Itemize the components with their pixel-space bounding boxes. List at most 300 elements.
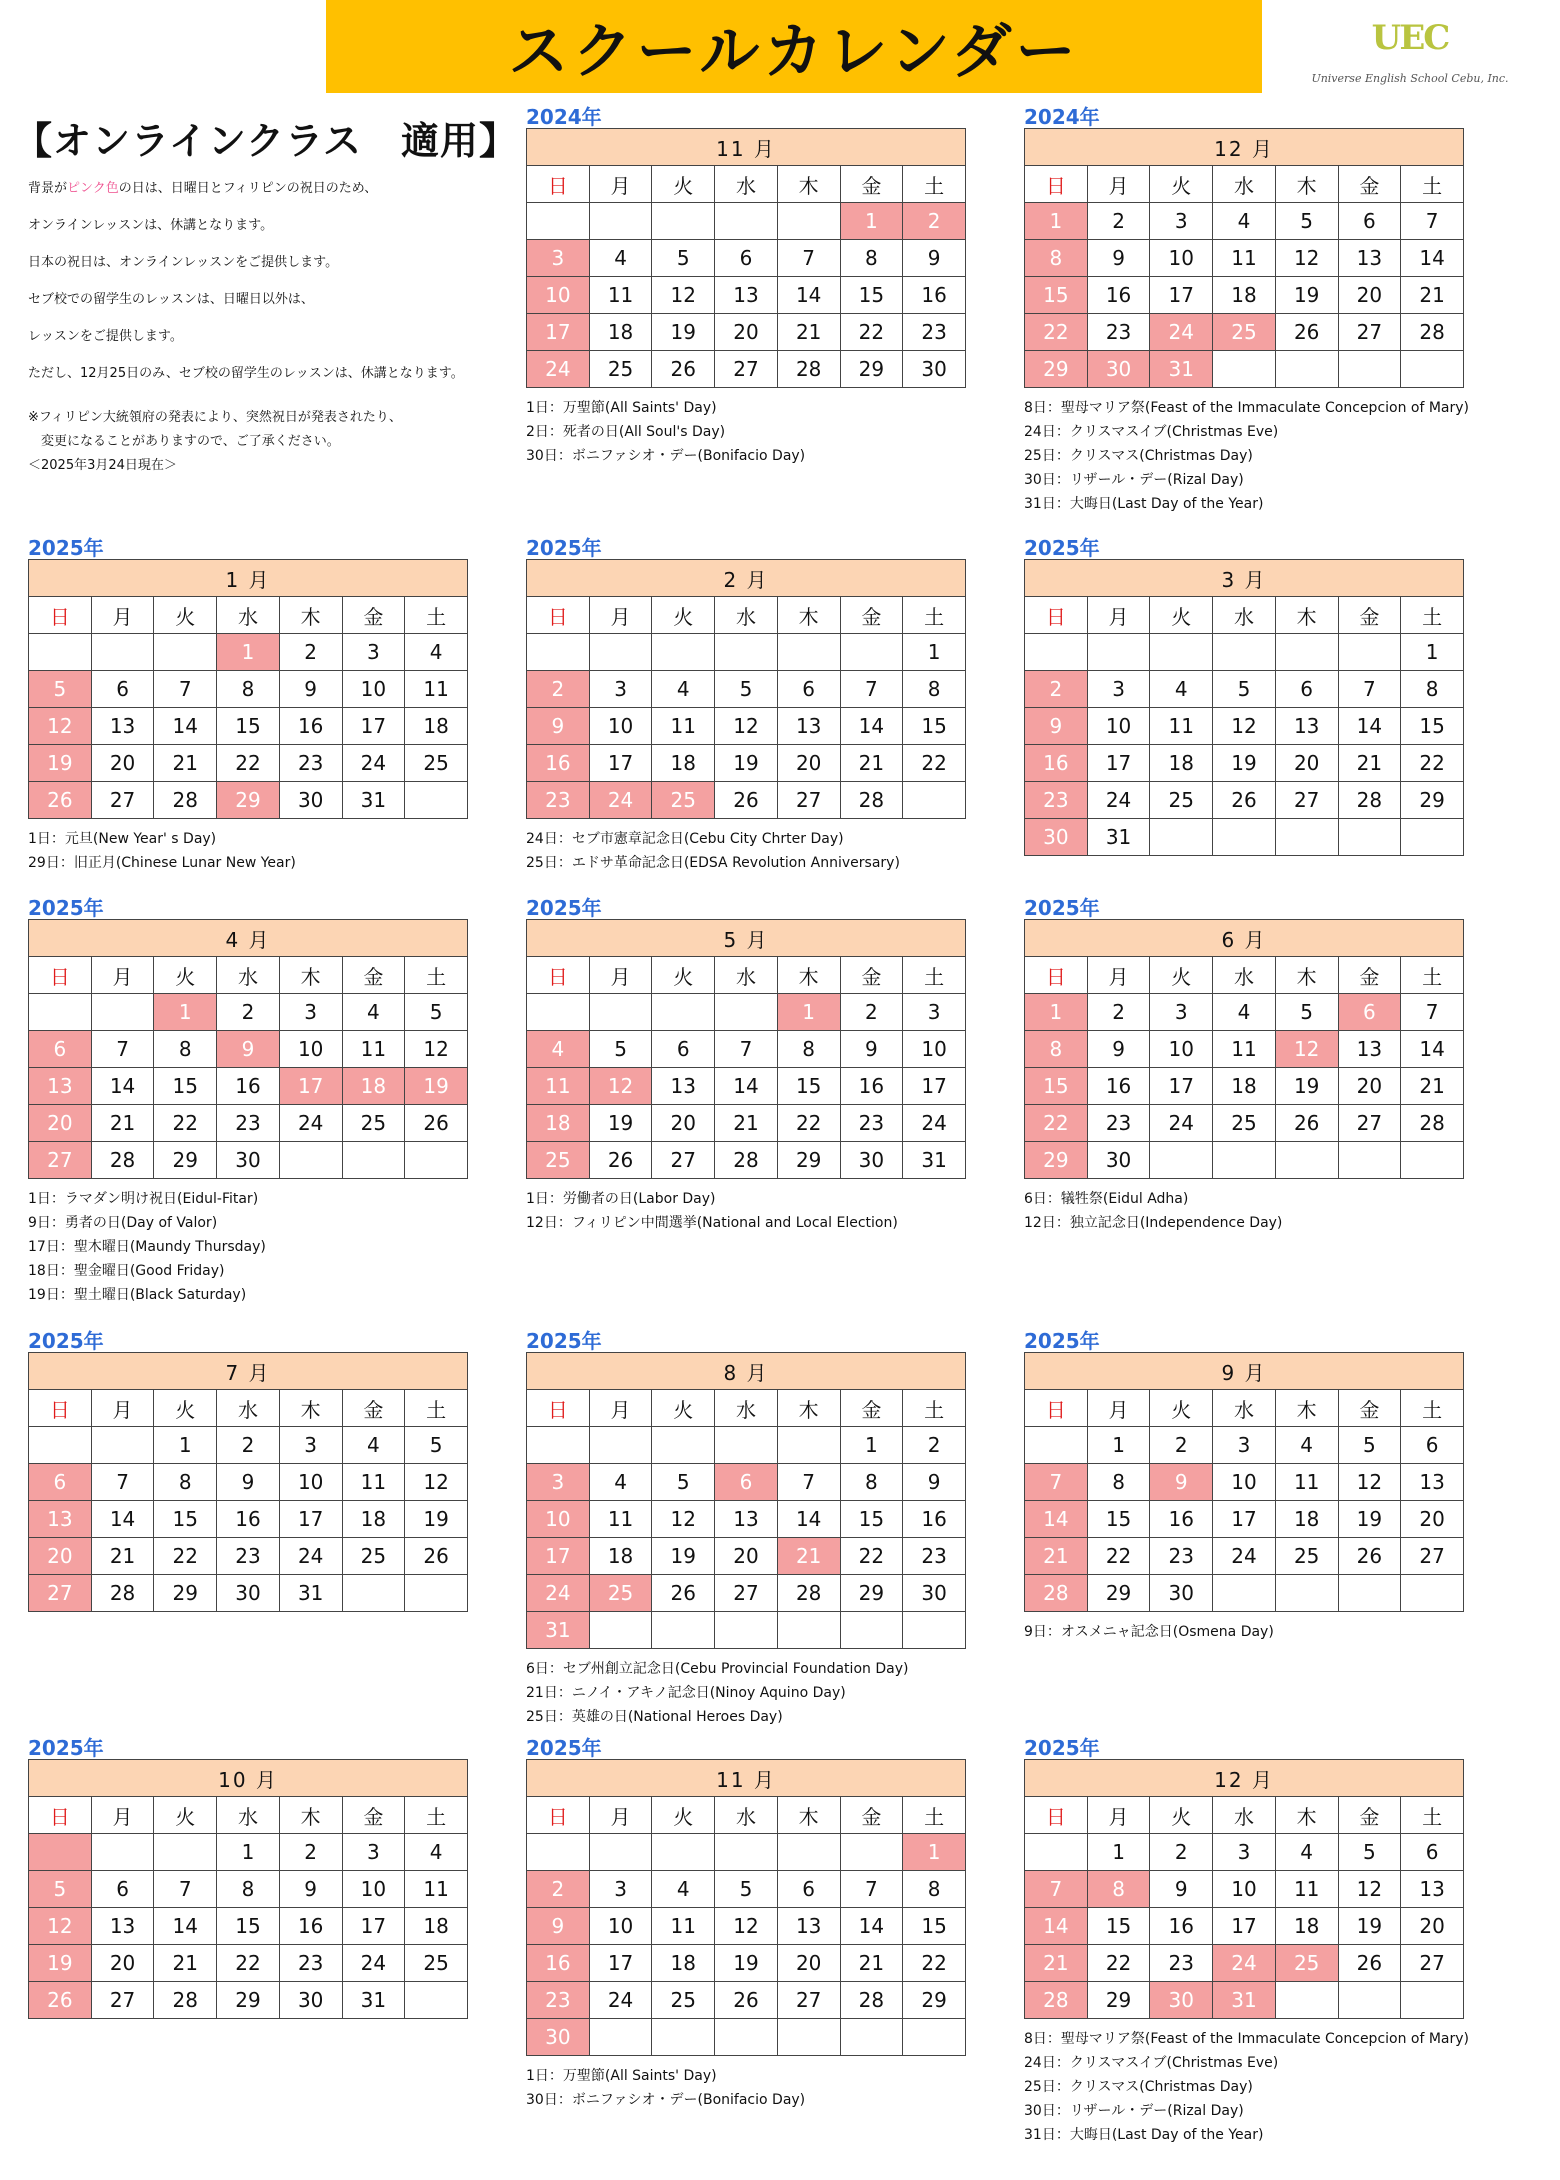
day-cell bbox=[527, 994, 590, 1031]
day-cell: 29 bbox=[1025, 351, 1088, 388]
day-cell: 21 bbox=[777, 314, 840, 351]
day-cell: 2 bbox=[217, 994, 280, 1031]
day-cell: 2 bbox=[840, 994, 903, 1031]
day-cell: 31 bbox=[342, 782, 405, 819]
day-cell bbox=[840, 634, 903, 671]
day-cell bbox=[1401, 1142, 1464, 1179]
day-cell: 17 bbox=[342, 708, 405, 745]
weekday-header: 日 bbox=[527, 166, 590, 203]
calendar-year: 2025年 bbox=[28, 896, 104, 920]
day-cell: 10 bbox=[589, 708, 652, 745]
day-cell: 19 bbox=[652, 1538, 715, 1575]
day-cell: 21 bbox=[777, 1538, 840, 1575]
day-cell: 12 bbox=[405, 1464, 468, 1501]
day-cell: 25 bbox=[405, 745, 468, 782]
day-cell bbox=[1275, 351, 1338, 388]
day-cell bbox=[589, 203, 652, 240]
day-cell: 23 bbox=[903, 314, 966, 351]
day-cell: 26 bbox=[652, 1575, 715, 1612]
weekday-header: 水 bbox=[217, 597, 280, 634]
week-row bbox=[29, 1908, 468, 1945]
day-cell: 1 bbox=[217, 1834, 280, 1871]
month-header: 12 月 bbox=[1025, 1760, 1464, 1797]
weekday-header: 水 bbox=[1213, 957, 1276, 994]
month-header: 1 月 bbox=[29, 560, 468, 597]
day-cell: 9 bbox=[279, 1871, 342, 1908]
day-cell: 14 bbox=[840, 1908, 903, 1945]
day-cell: 5 bbox=[1338, 1834, 1401, 1871]
week-row bbox=[29, 745, 468, 782]
week-row bbox=[527, 277, 966, 314]
day-cell: 24 bbox=[342, 1945, 405, 1982]
day-cell: 10 bbox=[527, 1501, 590, 1538]
day-cell bbox=[715, 1612, 778, 1649]
day-cell: 13 bbox=[1338, 1031, 1401, 1068]
weekday-header: 火 bbox=[1150, 957, 1213, 994]
day-cell: 1 bbox=[903, 1834, 966, 1871]
day-cell: 26 bbox=[29, 782, 92, 819]
day-cell: 26 bbox=[1275, 1105, 1338, 1142]
weekday-header: 土 bbox=[1401, 1797, 1464, 1834]
month-calendar bbox=[1024, 897, 1464, 1235]
weekday-row bbox=[527, 597, 966, 634]
month-header: 7 月 bbox=[29, 1353, 468, 1390]
weekday-header: 金 bbox=[342, 597, 405, 634]
calendar-year: 2025年 bbox=[1024, 896, 1100, 920]
day-cell: 6 bbox=[29, 1464, 92, 1501]
day-cell: 5 bbox=[29, 671, 92, 708]
holiday-note: 12日：フィリピン中間選挙(National and Local Election) bbox=[526, 1215, 898, 1231]
day-cell: 6 bbox=[715, 1464, 778, 1501]
week-row bbox=[527, 1142, 966, 1179]
day-cell: 5 bbox=[405, 1427, 468, 1464]
day-cell: 6 bbox=[29, 1031, 92, 1068]
day-cell: 19 bbox=[1213, 745, 1276, 782]
day-cell: 15 bbox=[1025, 1068, 1088, 1105]
weekday-header: 木 bbox=[777, 1797, 840, 1834]
logo-mark: UEC bbox=[1371, 18, 1449, 58]
day-cell: 1 bbox=[840, 203, 903, 240]
day-cell: 30 bbox=[527, 2019, 590, 2056]
day-cell: 8 bbox=[777, 1031, 840, 1068]
day-cell: 16 bbox=[217, 1068, 280, 1105]
day-cell bbox=[1338, 1575, 1401, 1612]
month-calendar bbox=[526, 106, 966, 468]
logo-text: Universe English School Cebu, Inc. bbox=[1311, 72, 1509, 85]
day-cell: 30 bbox=[1087, 1142, 1150, 1179]
footnote: ※フィリピン大統領府の発表により、突然祝日が発表されたり、 bbox=[28, 410, 402, 425]
day-cell: 21 bbox=[1025, 1945, 1088, 1982]
day-cell: 26 bbox=[405, 1105, 468, 1142]
month-header: 12 月 bbox=[1025, 129, 1464, 166]
day-cell: 23 bbox=[840, 1105, 903, 1142]
week-row bbox=[1025, 1945, 1464, 1982]
day-cell: 12 bbox=[29, 708, 92, 745]
day-cell: 23 bbox=[1150, 1538, 1213, 1575]
month-header: 2 月 bbox=[527, 560, 966, 597]
day-cell: 6 bbox=[91, 1871, 154, 1908]
weekday-header: 月 bbox=[1087, 1390, 1150, 1427]
day-cell: 10 bbox=[342, 1871, 405, 1908]
day-cell: 7 bbox=[1401, 994, 1464, 1031]
day-cell: 24 bbox=[589, 1982, 652, 2019]
day-cell: 19 bbox=[1275, 277, 1338, 314]
weekday-header: 火 bbox=[1150, 1390, 1213, 1427]
day-cell: 26 bbox=[589, 1142, 652, 1179]
day-cell: 22 bbox=[217, 1945, 280, 1982]
day-cell: 2 bbox=[279, 1834, 342, 1871]
day-cell: 4 bbox=[1275, 1427, 1338, 1464]
day-cell: 10 bbox=[1087, 708, 1150, 745]
week-row bbox=[527, 203, 966, 240]
day-cell: 13 bbox=[1401, 1871, 1464, 1908]
note-line bbox=[28, 180, 498, 217]
day-cell: 9 bbox=[217, 1464, 280, 1501]
weekday-row bbox=[1025, 1390, 1464, 1427]
day-cell: 1 bbox=[1401, 634, 1464, 671]
weekday-header: 月 bbox=[1087, 597, 1150, 634]
day-cell: 31 bbox=[1087, 819, 1150, 856]
weekday-header: 金 bbox=[1338, 166, 1401, 203]
day-cell: 12 bbox=[652, 1501, 715, 1538]
day-cell: 9 bbox=[840, 1031, 903, 1068]
day-cell bbox=[405, 1982, 468, 2019]
day-cell: 6 bbox=[91, 671, 154, 708]
day-cell: 16 bbox=[1150, 1501, 1213, 1538]
day-cell: 11 bbox=[652, 1908, 715, 1945]
day-cell: 13 bbox=[91, 1908, 154, 1945]
month-header: 3 月 bbox=[1025, 560, 1464, 597]
week-row bbox=[29, 671, 468, 708]
weekday-header: 土 bbox=[903, 597, 966, 634]
day-cell: 17 bbox=[342, 1908, 405, 1945]
holiday-note: 25日：クリスマス(Christmas Day) bbox=[1024, 448, 1253, 464]
week-row bbox=[1025, 314, 1464, 351]
day-cell: 2 bbox=[1087, 203, 1150, 240]
week-row bbox=[29, 708, 468, 745]
calendar-table bbox=[28, 559, 468, 819]
day-cell: 25 bbox=[342, 1538, 405, 1575]
day-cell: 30 bbox=[903, 1575, 966, 1612]
day-cell: 25 bbox=[1275, 1538, 1338, 1575]
weekday-header: 水 bbox=[217, 957, 280, 994]
day-cell: 18 bbox=[1150, 745, 1213, 782]
day-cell: 15 bbox=[1025, 277, 1088, 314]
weekday-header: 木 bbox=[1275, 166, 1338, 203]
week-row bbox=[1025, 1031, 1464, 1068]
day-cell bbox=[652, 1834, 715, 1871]
weekday-header: 日 bbox=[527, 1797, 590, 1834]
day-cell: 24 bbox=[1150, 1105, 1213, 1142]
day-cell: 14 bbox=[1338, 708, 1401, 745]
week-row bbox=[29, 1538, 468, 1575]
day-cell: 21 bbox=[91, 1105, 154, 1142]
day-cell: 9 bbox=[1025, 708, 1088, 745]
weekday-row bbox=[1025, 1797, 1464, 1834]
day-cell: 26 bbox=[29, 1982, 92, 2019]
weekday-header: 日 bbox=[527, 597, 590, 634]
day-cell: 16 bbox=[279, 708, 342, 745]
day-cell: 6 bbox=[1401, 1834, 1464, 1871]
calendar-year: 2025年 bbox=[28, 1329, 104, 1353]
week-row bbox=[1025, 240, 1464, 277]
day-cell: 14 bbox=[1025, 1908, 1088, 1945]
week-row bbox=[527, 1105, 966, 1142]
day-cell bbox=[1338, 819, 1401, 856]
day-cell: 28 bbox=[1025, 1575, 1088, 1612]
week-row bbox=[29, 634, 468, 671]
calendar-table bbox=[28, 1352, 468, 1612]
calendar-year: 2025年 bbox=[28, 536, 104, 560]
day-cell: 17 bbox=[1213, 1908, 1276, 1945]
weekday-header: 木 bbox=[1275, 957, 1338, 994]
holiday-note: 30日：ボニファシオ・デー(Bonifacio Day) bbox=[526, 448, 806, 464]
day-cell: 27 bbox=[777, 782, 840, 819]
day-cell: 13 bbox=[1401, 1464, 1464, 1501]
holiday-note: 1日：元旦(New Year' s Day) bbox=[28, 831, 217, 847]
calendar-table bbox=[526, 1352, 966, 1649]
day-cell: 5 bbox=[652, 240, 715, 277]
day-cell: 18 bbox=[342, 1068, 405, 1105]
day-cell: 19 bbox=[405, 1501, 468, 1538]
weekday-header: 土 bbox=[405, 1797, 468, 1834]
day-cell: 7 bbox=[840, 671, 903, 708]
weekday-header: 金 bbox=[1338, 597, 1401, 634]
day-cell: 23 bbox=[903, 1538, 966, 1575]
weekday-header: 日 bbox=[1025, 166, 1088, 203]
day-cell: 16 bbox=[903, 277, 966, 314]
weekday-header: 月 bbox=[91, 1797, 154, 1834]
weekday-header: 金 bbox=[342, 1797, 405, 1834]
day-cell: 8 bbox=[1087, 1464, 1150, 1501]
day-cell: 13 bbox=[715, 1501, 778, 1538]
day-cell: 27 bbox=[91, 782, 154, 819]
day-cell bbox=[652, 994, 715, 1031]
week-row bbox=[1025, 819, 1464, 856]
day-cell: 21 bbox=[1025, 1538, 1088, 1575]
day-cell: 11 bbox=[527, 1068, 590, 1105]
day-cell: 29 bbox=[777, 1142, 840, 1179]
month-calendar bbox=[28, 897, 468, 1307]
note-line: レッスンをご提供します。 bbox=[28, 329, 183, 344]
day-cell: 19 bbox=[715, 745, 778, 782]
day-cell bbox=[527, 634, 590, 671]
day-cell: 12 bbox=[715, 1908, 778, 1945]
day-cell bbox=[1401, 819, 1464, 856]
holiday-notes bbox=[1024, 396, 1470, 516]
day-cell: 12 bbox=[405, 1031, 468, 1068]
note-line: セブ校での留学生のレッスンは、日曜日以外は、 bbox=[28, 292, 314, 307]
day-cell: 10 bbox=[279, 1031, 342, 1068]
holiday-note: 25日：英雄の日(National Heroes Day) bbox=[526, 1709, 783, 1725]
day-cell: 19 bbox=[1275, 1068, 1338, 1105]
week-row bbox=[527, 2019, 966, 2056]
day-cell bbox=[405, 1575, 468, 1612]
day-cell: 3 bbox=[1213, 1834, 1276, 1871]
day-cell: 22 bbox=[1087, 1945, 1150, 1982]
month-header-row bbox=[527, 920, 966, 957]
week-row bbox=[527, 1945, 966, 1982]
weekday-row bbox=[527, 1390, 966, 1427]
weekday-header: 月 bbox=[1087, 1797, 1150, 1834]
day-cell: 20 bbox=[777, 1945, 840, 1982]
holiday-note: 24日：クリスマスイブ(Christmas Eve) bbox=[1024, 2055, 1279, 2071]
week-row bbox=[1025, 1142, 1464, 1179]
holiday-notes bbox=[1024, 1187, 1464, 1235]
holiday-note: 9日：勇者の日(Day of Valor) bbox=[28, 1215, 218, 1231]
day-cell: 6 bbox=[777, 671, 840, 708]
day-cell: 20 bbox=[715, 314, 778, 351]
day-cell: 29 bbox=[217, 1982, 280, 2019]
day-cell: 28 bbox=[91, 1142, 154, 1179]
day-cell: 2 bbox=[1025, 671, 1088, 708]
week-row bbox=[1025, 1068, 1464, 1105]
day-cell: 17 bbox=[903, 1068, 966, 1105]
day-cell: 24 bbox=[279, 1105, 342, 1142]
weekday-header: 土 bbox=[903, 957, 966, 994]
holiday-notes bbox=[1024, 1620, 1464, 1644]
day-cell bbox=[154, 634, 217, 671]
day-cell: 2 bbox=[1150, 1834, 1213, 1871]
week-row bbox=[1025, 277, 1464, 314]
day-cell bbox=[527, 1427, 590, 1464]
day-cell: 27 bbox=[29, 1575, 92, 1612]
month-calendar bbox=[526, 897, 966, 1235]
day-cell: 28 bbox=[1338, 782, 1401, 819]
week-row bbox=[1025, 1501, 1464, 1538]
day-cell: 21 bbox=[154, 745, 217, 782]
week-row bbox=[527, 1575, 966, 1612]
day-cell bbox=[715, 1427, 778, 1464]
day-cell bbox=[29, 1427, 92, 1464]
holiday-note: 24日：セブ市憲章記念日(Cebu City Chrter Day) bbox=[526, 831, 844, 847]
note-pink-text: ピンク色 bbox=[67, 181, 119, 196]
day-cell: 16 bbox=[527, 745, 590, 782]
weekday-header: 土 bbox=[405, 1390, 468, 1427]
holiday-note: 30日：ボニファシオ・デー(Bonifacio Day) bbox=[526, 2092, 806, 2108]
weekday-header: 水 bbox=[217, 1797, 280, 1834]
day-cell: 13 bbox=[777, 708, 840, 745]
day-cell: 22 bbox=[1401, 745, 1464, 782]
day-cell: 28 bbox=[1025, 1982, 1088, 2019]
holiday-notes bbox=[526, 2064, 966, 2112]
day-cell: 22 bbox=[777, 1105, 840, 1142]
weekday-header: 木 bbox=[1275, 1390, 1338, 1427]
week-row bbox=[1025, 351, 1464, 388]
week-row bbox=[527, 708, 966, 745]
day-cell: 14 bbox=[840, 708, 903, 745]
day-cell: 16 bbox=[1150, 1908, 1213, 1945]
day-cell: 7 bbox=[91, 1464, 154, 1501]
week-row bbox=[527, 1612, 966, 1649]
day-cell bbox=[715, 203, 778, 240]
day-cell: 4 bbox=[589, 1464, 652, 1501]
weekday-header: 月 bbox=[589, 1390, 652, 1427]
day-cell: 12 bbox=[1275, 240, 1338, 277]
day-cell: 22 bbox=[840, 314, 903, 351]
weekday-header: 日 bbox=[1025, 1797, 1088, 1834]
day-cell: 15 bbox=[1087, 1501, 1150, 1538]
day-cell: 21 bbox=[1401, 277, 1464, 314]
day-cell: 17 bbox=[589, 1945, 652, 1982]
day-cell: 22 bbox=[840, 1538, 903, 1575]
day-cell: 8 bbox=[903, 1871, 966, 1908]
day-cell: 20 bbox=[1401, 1908, 1464, 1945]
month-header: 11 月 bbox=[527, 1760, 966, 1797]
holiday-note: 31日：大晦日(Last Day of the Year) bbox=[1024, 2127, 1264, 2143]
weekday-row bbox=[1025, 597, 1464, 634]
day-cell: 25 bbox=[652, 782, 715, 819]
weekday-row bbox=[1025, 166, 1464, 203]
weekday-header: 水 bbox=[715, 1797, 778, 1834]
weekday-header: 木 bbox=[777, 597, 840, 634]
day-cell: 15 bbox=[1401, 708, 1464, 745]
day-cell: 23 bbox=[527, 1982, 590, 2019]
day-cell: 19 bbox=[652, 314, 715, 351]
day-cell: 16 bbox=[527, 1945, 590, 1982]
day-cell: 1 bbox=[217, 634, 280, 671]
day-cell: 7 bbox=[154, 1871, 217, 1908]
weekday-header: 日 bbox=[29, 597, 92, 634]
calendar-table bbox=[1024, 128, 1464, 388]
month-header: 5 月 bbox=[527, 920, 966, 957]
day-cell: 3 bbox=[903, 994, 966, 1031]
weekday-header: 水 bbox=[217, 1390, 280, 1427]
month-calendar bbox=[526, 1737, 966, 2112]
weekday-header: 金 bbox=[840, 1390, 903, 1427]
day-cell: 16 bbox=[1087, 1068, 1150, 1105]
day-cell: 18 bbox=[1275, 1908, 1338, 1945]
holiday-note: 2日：死者の日(All Soul's Day) bbox=[526, 424, 726, 440]
day-cell: 11 bbox=[342, 1464, 405, 1501]
day-cell: 10 bbox=[527, 277, 590, 314]
week-row bbox=[29, 1105, 468, 1142]
weekday-header: 日 bbox=[527, 1390, 590, 1427]
day-cell: 18 bbox=[405, 1908, 468, 1945]
holiday-notes bbox=[28, 827, 468, 875]
weekday-header: 水 bbox=[1213, 166, 1276, 203]
day-cell: 1 bbox=[1087, 1427, 1150, 1464]
day-cell: 28 bbox=[91, 1575, 154, 1612]
day-cell: 17 bbox=[527, 314, 590, 351]
day-cell bbox=[1025, 1427, 1088, 1464]
day-cell: 10 bbox=[903, 1031, 966, 1068]
day-cell: 30 bbox=[840, 1142, 903, 1179]
day-cell: 16 bbox=[1087, 277, 1150, 314]
day-cell: 29 bbox=[154, 1142, 217, 1179]
day-cell bbox=[903, 1612, 966, 1649]
calendar-table bbox=[526, 559, 966, 819]
weekday-header: 土 bbox=[1401, 166, 1464, 203]
day-cell: 7 bbox=[91, 1031, 154, 1068]
calendar-year: 2025年 bbox=[526, 1329, 602, 1353]
holiday-notes bbox=[526, 1187, 966, 1235]
day-cell bbox=[91, 994, 154, 1031]
day-cell bbox=[777, 2019, 840, 2056]
day-cell: 24 bbox=[527, 1575, 590, 1612]
month-header: 9 月 bbox=[1025, 1353, 1464, 1390]
day-cell: 8 bbox=[840, 240, 903, 277]
day-cell: 30 bbox=[217, 1575, 280, 1612]
day-cell: 2 bbox=[217, 1427, 280, 1464]
weekday-header: 木 bbox=[777, 1390, 840, 1427]
week-row bbox=[527, 240, 966, 277]
day-cell: 12 bbox=[1338, 1464, 1401, 1501]
weekday-header: 日 bbox=[29, 957, 92, 994]
week-row bbox=[527, 671, 966, 708]
day-cell: 9 bbox=[1087, 240, 1150, 277]
weekday-header: 火 bbox=[652, 597, 715, 634]
